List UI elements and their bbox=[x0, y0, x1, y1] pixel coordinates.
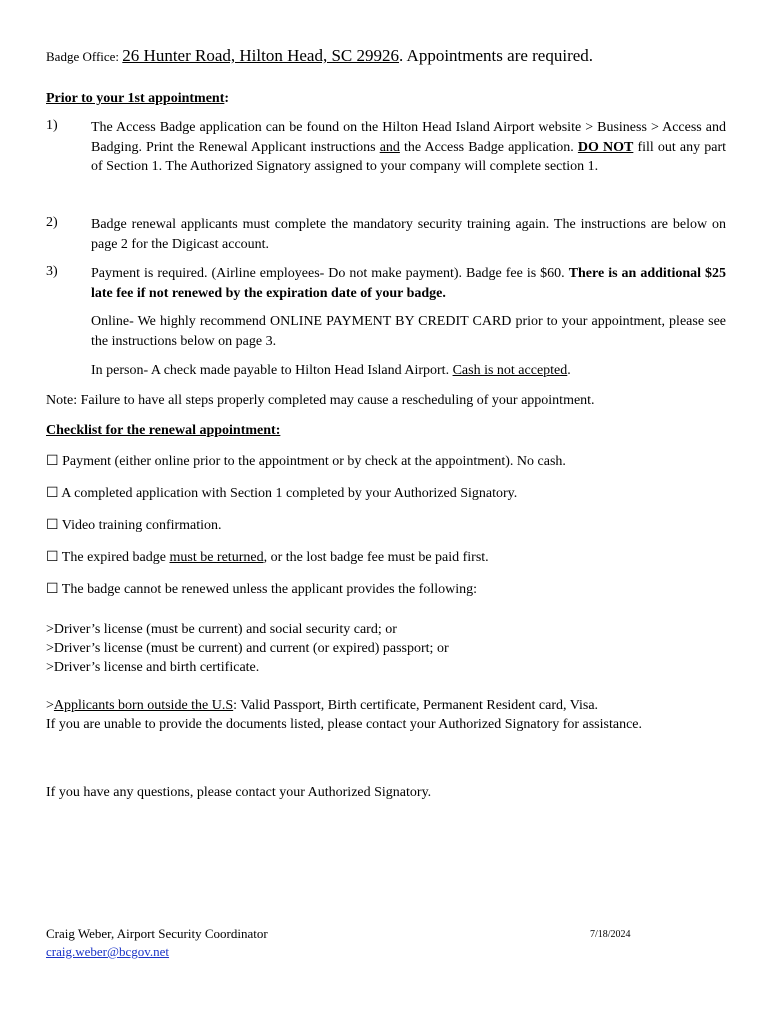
checkbox-icon: ☐ bbox=[46, 454, 59, 469]
checklist-item bbox=[46, 484, 517, 503]
prior-heading-colon: : bbox=[224, 91, 230, 106]
doc-option: >Driver’s license and birth certificate. bbox=[46, 660, 260, 675]
checkbox-icon: ☐ bbox=[46, 486, 59, 501]
doc-option: >Driver’s license (must be current) and social security card; or bbox=[46, 622, 397, 637]
checkbox-icon: ☐ bbox=[46, 518, 59, 533]
item-2-text: Badge renewal applicants must complete the mandatory security training again. The instructions are below on page 2 for the Digicast account. bbox=[91, 217, 726, 252]
unable-text: If you are unable to provide the documents listed, please contact your Authorized Signatory for assistance. bbox=[46, 717, 642, 732]
checklist-item-text: , or the lost badge fee must be paid first. bbox=[263, 550, 489, 565]
checklist-item-text: The badge cannot be renewed unless the applicant provides the following: bbox=[58, 582, 478, 597]
badge-office-line bbox=[46, 46, 593, 66]
item-3-online: Online- We highly recommend ONLINE PAYMENT BY CREDIT CARD prior to your appointment, please see the instructions below on page 3. bbox=[91, 314, 726, 349]
doc-option: >Driver’s license (must be current) and current (or expired) passport; or bbox=[46, 641, 449, 656]
checklist-item-text: Payment (either online prior to the appointment or by check at the appointment). No cash. bbox=[58, 454, 566, 469]
item-3-payment: Payment is required. (Airline employees- Do not make payment). Badge fee is $60. bbox=[91, 266, 569, 281]
questions-text: If you have any questions, please contact your Authorized Signatory. bbox=[46, 785, 432, 800]
checklist-item-text: Video training confirmation. bbox=[58, 518, 222, 533]
item-1-part-a: The Access Badge application can be found on the Hilton Head Island Airport website > Business > Access and Badging. Print the Renewal Applicant instructions bbox=[91, 120, 726, 155]
badge-office-label: Badge Office: bbox=[46, 49, 123, 64]
footer-date: 7/18/2024 bbox=[590, 929, 631, 940]
item-1-part-b: the Access Badge application. bbox=[399, 139, 578, 155]
item-3-late-fee: There is an additional $25 late fee if not renewed by the expiration date of your badge. bbox=[91, 266, 727, 301]
item-3-inperson bbox=[91, 361, 726, 381]
checklist-item bbox=[46, 548, 489, 567]
checklist-item-text: A completed application with Section 1 completed by your Authorized Signatory. bbox=[58, 486, 518, 501]
inperson-period: . bbox=[567, 363, 571, 378]
item-number: 2) bbox=[46, 215, 58, 230]
foreign-born-label: Applicants born outside the U.S bbox=[53, 698, 234, 713]
checklist-heading: Checklist for the renewal appointment: bbox=[46, 423, 281, 438]
foreign-born-line bbox=[46, 696, 598, 715]
item-1-do-not: DO NOT bbox=[577, 139, 634, 155]
item-1-text bbox=[91, 118, 726, 177]
item-3-text bbox=[91, 264, 726, 303]
foreign-born-docs: : Valid Passport, Birth certificate, Permanent Resident card, Visa. bbox=[233, 698, 599, 713]
footer-email-link[interactable]: craig.weber@bcgov.net bbox=[46, 944, 170, 959]
checkbox-icon: ☐ bbox=[46, 550, 59, 565]
prior-heading bbox=[46, 89, 229, 108]
item-number: 3) bbox=[46, 264, 58, 279]
cash-not-accepted: Cash is not accepted bbox=[452, 363, 568, 378]
must-be-returned: must be returned bbox=[169, 550, 264, 565]
note-text: Note: Failure to have all steps properly completed may cause a rescheduling of your appointment. bbox=[46, 393, 595, 408]
checklist-item bbox=[46, 452, 566, 471]
checklist-item-text: The expired badge bbox=[58, 550, 170, 565]
prior-heading-text: Prior to your 1st appointment bbox=[46, 91, 225, 106]
checkbox-icon: ☐ bbox=[46, 582, 59, 597]
item-1-and: and bbox=[379, 139, 400, 155]
checklist-item bbox=[46, 580, 477, 599]
checklist-item bbox=[46, 516, 222, 535]
item-number: 1) bbox=[46, 118, 58, 133]
footer-name: Craig Weber, Airport Security Coordinator bbox=[46, 926, 268, 941]
office-address: 26 Hunter Road, Hilton Head, SC 29926 bbox=[122, 46, 399, 65]
item-1-part-c: fill out any part of Section 1. The Authorized Signatory assigned to your company will complete section 1. bbox=[91, 139, 726, 174]
appointments-required: . Appointments are required. bbox=[399, 46, 594, 65]
inperson-text: In person- A check made payable to Hilton Head Island Airport. bbox=[91, 363, 453, 378]
foreign-gt: > bbox=[46, 698, 54, 713]
